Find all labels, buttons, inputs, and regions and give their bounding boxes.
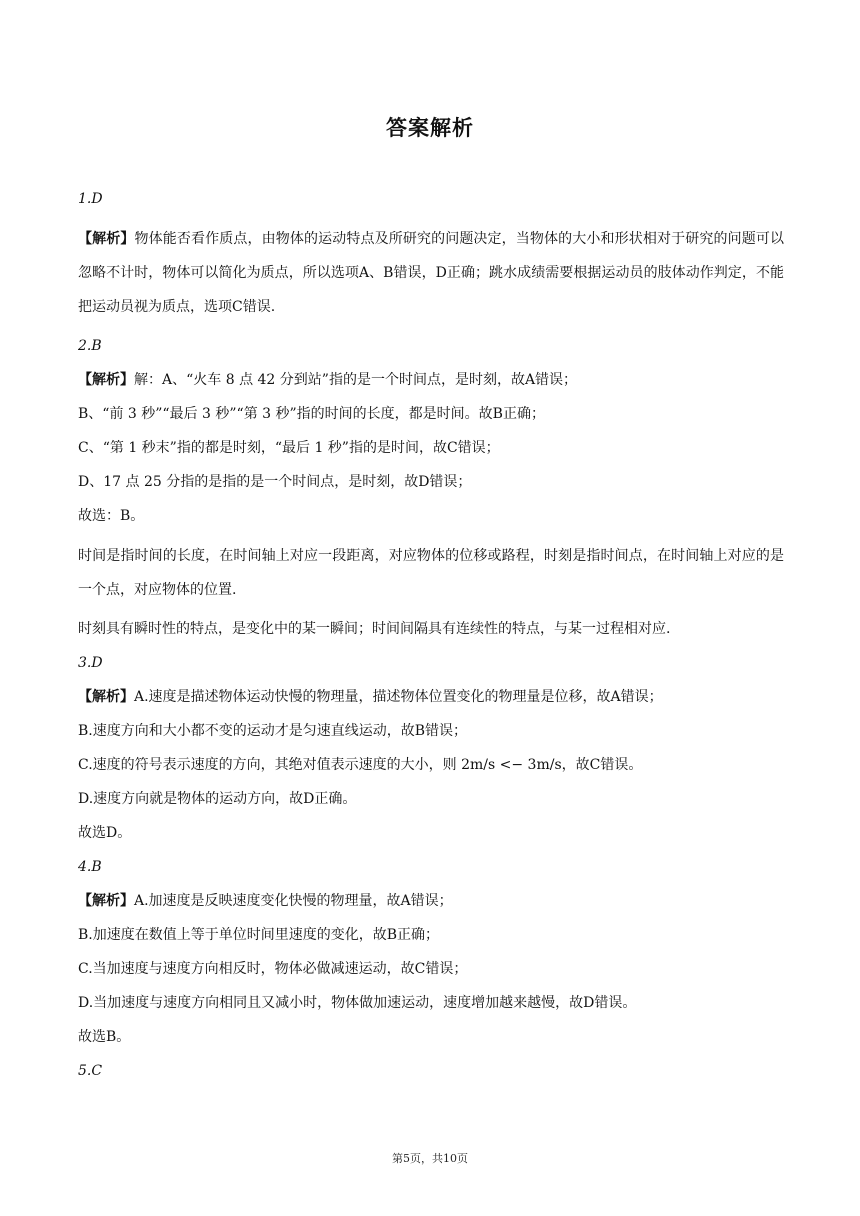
- page-footer: 第5页，共10页: [392, 1152, 468, 1165]
- answer-1-explanation: 【解析】物体能否看作质点，由物体的运动特点及所研究的问题决定，当物体的大小和形状相对于研究的问题可以忽略不计时，物体可以简化为质点，所以选项A、B错误，D正确；跳水成绩需要根据运动员的肢体动作判定，不能把运动员视为质点，选项C错误.: [78, 231, 785, 315]
- answer-2-line-2: B、“前 3 秒”“最后 3 秒”“第 3 秒”指的时间的长度，都是时间。故B正确；: [78, 406, 545, 422]
- answer-3-line-5: 故选D。: [78, 825, 132, 841]
- answer-2-line-3: C、“第 1 秒末”指的都是时刻，“最后 1 秒”指的是时间，故C错误；: [78, 440, 500, 456]
- answer-3-line-3: C.速度的符号表示速度的方向，其绝对值表示速度的大小，则 2m/s <− 3m/s，故C错误。: [78, 757, 643, 773]
- page-title: 答案解析: [386, 116, 474, 140]
- answer-3-line-1: 【解析】A.速度是描述物体运动快慢的物理量，描述物体位置变化的物理量是位移，故A错误；: [78, 689, 663, 705]
- answer-content: [78, 188, 784, 1094]
- explanation-tag: 【解析】: [78, 893, 134, 909]
- answer-2-line-6: 时间是指时间的长度，在时间轴上对应一段距离，对应物体的位移或路程，时刻是指时间点，在时间轴上对应的是一个点，对应物体的位置.: [78, 548, 784, 598]
- answer-5-number: 5.C: [78, 1063, 103, 1079]
- answer-3-line-2: B.速度方向和大小都不变的运动才是匀速直线运动，故B错误；: [78, 723, 468, 739]
- answer-2-line-7: 时刻具有瞬时性的特点，是变化中的某一瞬间；时间间隔具有连续性的特点，与某一过程相对应.: [78, 621, 671, 637]
- answer-3-number: 3.D: [78, 655, 103, 671]
- answer-4-line-3: C.当加速度与速度方向相反时，物体必做减速运动，故C错误；: [78, 961, 468, 977]
- answer-4-line-4: D.当加速度与速度方向相同且又减小时，物体做加速运动，速度增加越来越慢，故D错误。: [78, 995, 637, 1011]
- explanation-tag: 【解析】: [78, 689, 134, 705]
- answer-4-line-2: B.加速度在数值上等于单位时间里速度的变化，故B正确；: [78, 927, 440, 943]
- answer-2-line-4: D、17 点 25 分指的是指的是一个时间点，是时刻，故D错误；: [78, 474, 472, 490]
- answer-3-line-4: D.速度方向就是物体的运动方向，故D正确。: [78, 791, 357, 807]
- answer-4-line-1: 【解析】A.加速度是反映速度变化快慢的物理量，故A错误；: [78, 893, 453, 909]
- explanation-tag: 【解析】: [78, 231, 135, 247]
- answer-4-number: 4.B: [78, 859, 102, 875]
- answer-2-line-5: 故选：B。: [78, 508, 145, 524]
- answer-2-number: 2.B: [78, 338, 102, 354]
- answer-4-line-5: 故选B。: [78, 1029, 131, 1045]
- answer-1-number: 1.D: [78, 191, 103, 207]
- answer-2-line-1: 【解析】解：A、“火车 8 点 42 分到站”指的是一个时间点，是时刻，故A错误；: [78, 372, 578, 388]
- explanation-tag: 【解析】: [78, 372, 134, 388]
